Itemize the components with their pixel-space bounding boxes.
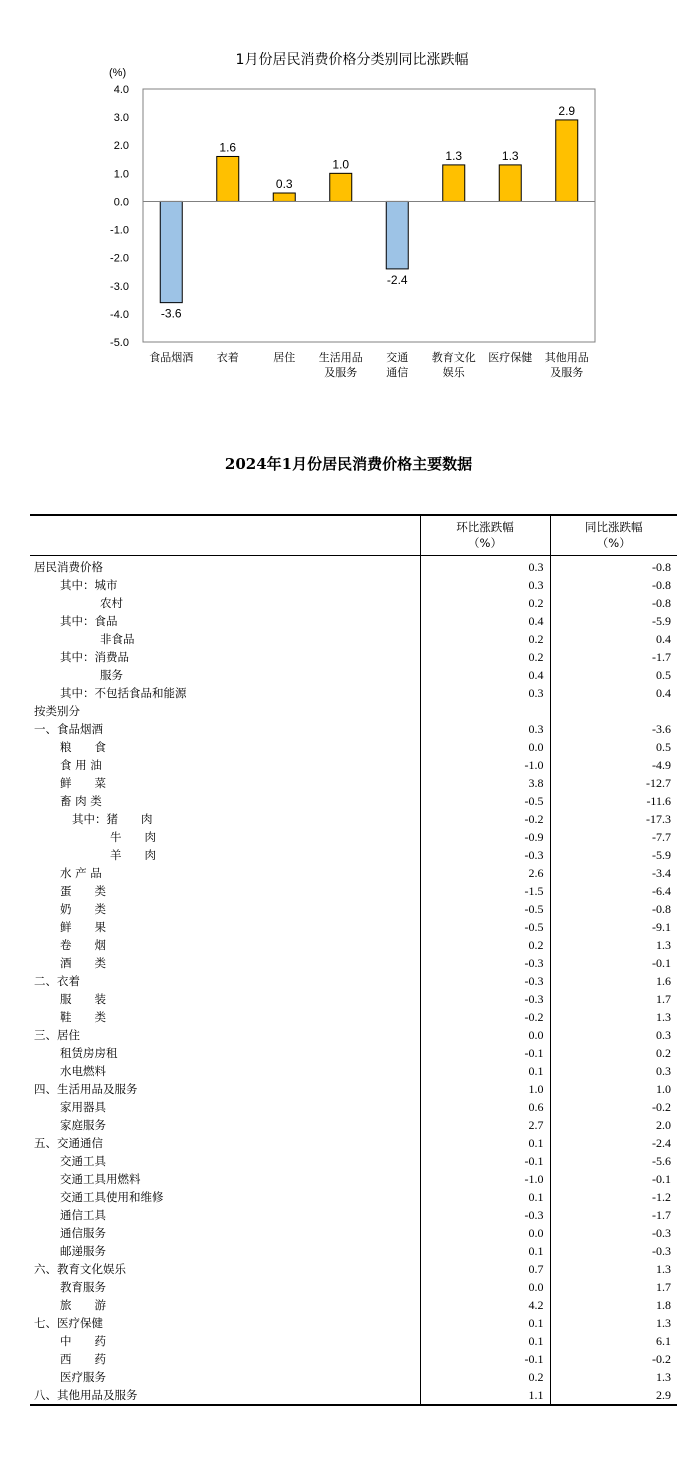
row-yoy-value: 6.1 [550,1332,677,1350]
header-mom-unit: （%） [468,536,502,550]
x-category-label: 居住 [273,351,296,364]
row-label: 水电燃料 [60,1064,106,1078]
row-label: 服 装 [60,992,106,1006]
row-label: 按类别分 [34,704,80,718]
table-row [30,774,677,792]
row-label: 其中：不包括食品和能源 [60,686,187,700]
row-yoy-value: -0.2 [550,1350,677,1368]
row-mom-value: 0.4 [420,612,550,630]
row-label: 一、食品烟酒 [34,722,103,736]
row-label: 家用器具 [60,1100,106,1114]
row-label: 其中：食品 [60,614,118,628]
row-mom-value: 0.1 [420,1242,550,1260]
x-category-label: 食品烟酒 [149,351,194,364]
row-mom-value: 0.3 [420,556,550,577]
table-row [30,1260,677,1278]
row-mom-value: 0.3 [420,684,550,702]
bar-value-label: -3.6 [160,306,182,321]
row-label: 交通工具 [60,1154,106,1168]
row-mom-value: -0.1 [420,1350,550,1368]
row-yoy-value: -0.1 [550,1170,677,1188]
y-tick-label: -3.0 [110,280,129,293]
row-mom-value: 0.1 [420,1188,550,1206]
bar-value-label: 1.3 [445,148,463,163]
row-yoy-value: 2.0 [550,1116,677,1134]
y-tick-label: 0.0 [113,196,129,209]
row-yoy-value: 1.7 [550,1278,677,1296]
table-row [30,1062,677,1080]
row-mom-value: 0.4 [420,666,550,684]
row-mom-value: 0.2 [420,594,550,612]
row-label: 六、教育文化娱乐 [34,1262,126,1276]
row-mom-value: 0.1 [420,1314,550,1332]
row-mom-value: -0.1 [420,1044,550,1062]
row-yoy-value: -11.6 [550,792,677,810]
table-body [30,556,677,1406]
table-row [30,720,677,738]
table-row [30,1278,677,1296]
row-yoy-value [550,702,677,720]
row-mom-value: 0.2 [420,936,550,954]
row-label: 鞋 类 [60,1010,106,1024]
header-yoy [550,515,677,556]
row-label: 鲜 菜 [60,776,106,790]
bar-value-label: 2.9 [558,103,576,118]
row-mom-value: 0.2 [420,630,550,648]
table-row [30,594,677,612]
table-row [30,1188,677,1206]
table-row [30,918,677,936]
row-label: 租赁房房租 [60,1046,118,1060]
chart-title: 1月份居民消费价格分类别同比涨跌幅 [235,52,469,68]
row-mom-value: -0.3 [420,846,550,864]
header-blank [30,515,420,556]
row-yoy-value: 1.0 [550,1080,677,1098]
y-tick-label: 4.0 [113,84,129,96]
table-row [30,1044,677,1062]
x-category-label: 及服务 [550,366,584,379]
table-row [30,1296,677,1314]
table-row [30,1350,677,1368]
row-yoy-value: -0.3 [550,1242,677,1260]
row-mom-value: 0.0 [420,1026,550,1044]
row-mom-value: -0.3 [420,954,550,972]
table-row [30,900,677,918]
table-row [30,936,677,954]
row-label: 五、交通通信 [34,1136,103,1150]
row-label: 中 药 [60,1334,106,1348]
bar-value-label: -2.4 [386,272,408,287]
row-yoy-value: -1.2 [550,1188,677,1206]
row-mom-value: 2.7 [420,1116,550,1134]
row-label: 旅 游 [60,1298,106,1312]
table-row [30,1152,677,1170]
row-mom-value: 0.3 [420,720,550,738]
row-mom-value: 0.2 [420,648,550,666]
bar-value-label: 0.3 [275,177,293,192]
row-label: 七、医疗保健 [34,1316,103,1330]
row-yoy-value: -4.9 [550,756,677,774]
table-row [30,1080,677,1098]
row-yoy-value: -0.8 [550,594,677,612]
row-label: 居民消费价格 [34,560,103,574]
table-row [30,1332,677,1350]
x-category-label: 娱乐 [442,366,465,379]
row-yoy-value: 0.4 [550,630,677,648]
row-mom-value: 0.2 [420,1368,550,1386]
table-row [30,1314,677,1332]
table-row [30,1134,677,1152]
row-yoy-value: 1.3 [550,1008,677,1026]
row-yoy-value: -5.9 [550,846,677,864]
table-row [30,1206,677,1224]
row-mom-value: 0.1 [420,1134,550,1152]
plot-area-border [143,89,595,342]
row-yoy-value: 1.3 [550,1314,677,1332]
row-yoy-value: -7.7 [550,828,677,846]
row-label: 其中：消费品 [60,650,129,664]
table-row [30,756,677,774]
table-row [30,684,677,702]
row-yoy-value: 1.3 [550,1368,677,1386]
table-row [30,990,677,1008]
row-yoy-value: -5.9 [550,612,677,630]
row-mom-value: 0.6 [420,1098,550,1116]
row-yoy-value: 1.3 [550,936,677,954]
x-category-label: 衣着 [216,351,239,364]
row-label: 畜 肉 类 [60,794,102,808]
row-label: 酒 类 [60,956,106,970]
row-label: 西 药 [60,1352,106,1366]
row-label: 其中：猪 肉 [72,812,153,826]
table-row [30,954,677,972]
row-mom-value: 3.8 [420,774,550,792]
row-label: 家庭服务 [60,1118,106,1132]
row-yoy-value: -3.6 [550,720,677,738]
bar [217,156,239,201]
y-tick-label: -4.0 [110,308,129,321]
table-row [30,1008,677,1026]
bar-chart [0,0,697,420]
row-label: 交通工具使用和维修 [60,1190,164,1204]
row-label: 邮递服务 [60,1244,106,1258]
bar [386,201,408,268]
bar [556,120,578,202]
row-label: 水 产 品 [60,866,102,880]
table-row [30,556,677,577]
table-row [30,1224,677,1242]
bar-value-label: 1.3 [501,148,519,163]
row-label: 其中：城市 [60,578,118,592]
table-row [30,612,677,630]
row-mom-value [420,702,550,720]
row-mom-value: -0.5 [420,900,550,918]
row-mom-value: 4.2 [420,1296,550,1314]
row-yoy-value: -17.3 [550,810,677,828]
table-row [30,1026,677,1044]
y-tick-label: 1.0 [113,168,129,181]
row-mom-value: -0.3 [420,1206,550,1224]
row-yoy-value: 1.3 [550,1260,677,1278]
bar [499,165,521,202]
row-mom-value: -1.5 [420,882,550,900]
row-label: 农村 [100,596,123,610]
header-yoy-label: 同比涨跌幅 [585,520,643,534]
table-row [30,738,677,756]
row-yoy-value: 0.3 [550,1026,677,1044]
row-mom-value: -0.9 [420,828,550,846]
x-category-label: 交通 [386,351,409,364]
table-row [30,702,677,720]
bar [273,193,295,201]
row-label: 医疗服务 [60,1370,106,1384]
row-yoy-value: -5.6 [550,1152,677,1170]
row-label: 四、生活用品及服务 [34,1082,138,1096]
table-row [30,972,677,990]
row-yoy-value: -1.7 [550,648,677,666]
table-row [30,882,677,900]
y-tick-label: 2.0 [113,140,129,153]
row-yoy-value: -1.7 [550,1206,677,1224]
header-mom [420,515,550,556]
row-label: 交通工具用燃料 [60,1172,141,1186]
row-yoy-value: 0.4 [550,684,677,702]
row-label: 牛 肉 [110,830,156,844]
row-yoy-value: 0.5 [550,738,677,756]
table-row [30,864,677,882]
table-title: 2024年1月份居民消费价格主要数据 [224,455,473,473]
table-row [30,1242,677,1260]
row-yoy-value: -0.8 [550,556,677,577]
table-row [30,828,677,846]
row-mom-value: -0.1 [420,1152,550,1170]
row-mom-value: -0.3 [420,972,550,990]
row-label: 二、衣着 [34,974,80,988]
row-yoy-value: 0.3 [550,1062,677,1080]
row-mom-value: 0.0 [420,738,550,756]
x-category-label: 生活用品 [318,351,363,364]
bar-value-label: 1.0 [332,157,350,172]
bar [443,165,465,202]
x-category-label: 及服务 [324,366,358,379]
x-category-label: 教育文化 [431,351,476,364]
table-row [30,576,677,594]
row-mom-value: 0.7 [420,1260,550,1278]
bar [330,173,352,201]
row-label: 羊 肉 [110,848,156,862]
row-label: 非食品 [100,632,135,646]
header-mom-label: 环比涨跌幅 [456,520,514,534]
y-tick-label: -2.0 [110,252,129,265]
table-row [30,846,677,864]
table-row [30,792,677,810]
row-yoy-value: -0.2 [550,1098,677,1116]
row-yoy-value: 1.6 [550,972,677,990]
table-row [30,666,677,684]
row-label: 食 用 油 [60,758,102,772]
table-row [30,1368,677,1386]
row-mom-value: -0.2 [420,1008,550,1026]
row-yoy-value: -3.4 [550,864,677,882]
bar-value-label: 1.6 [219,140,237,155]
row-label: 教育服务 [60,1280,106,1294]
row-mom-value: -1.0 [420,756,550,774]
row-mom-value: 0.3 [420,576,550,594]
x-category-label: 通信 [386,366,409,379]
row-mom-value: -0.5 [420,918,550,936]
table-row [30,1116,677,1134]
row-yoy-value: 0.5 [550,666,677,684]
row-label: 通信服务 [60,1226,106,1240]
row-mom-value: 0.0 [420,1224,550,1242]
row-label: 蛋 类 [60,884,106,898]
table-row [30,648,677,666]
row-mom-value: -0.2 [420,810,550,828]
row-mom-value: 2.6 [420,864,550,882]
table-header-row [30,515,677,556]
row-mom-value: 0.1 [420,1332,550,1350]
row-yoy-value: -0.3 [550,1224,677,1242]
row-yoy-value: 2.9 [550,1386,677,1405]
row-label: 三、居住 [34,1028,80,1042]
row-yoy-value: 1.8 [550,1296,677,1314]
row-yoy-value: -0.8 [550,900,677,918]
row-label: 鲜 果 [60,920,106,934]
row-yoy-value: -6.4 [550,882,677,900]
row-label: 通信工具 [60,1208,106,1222]
y-tick-label: 3.0 [113,112,129,125]
table-row [30,1170,677,1188]
table-row [30,1098,677,1116]
y-tick-label: -5.0 [110,337,129,349]
row-label: 奶 类 [60,902,106,916]
row-yoy-value: 1.7 [550,990,677,1008]
row-mom-value: -0.3 [420,990,550,1008]
row-mom-value: -0.5 [420,792,550,810]
x-category-label: 医疗保健 [488,351,533,364]
row-yoy-value: -0.1 [550,954,677,972]
bar [160,201,182,302]
row-label: 八、其他用品及服务 [30,1386,420,1405]
row-yoy-value: -12.7 [550,774,677,792]
row-mom-value: 1.0 [420,1080,550,1098]
header-yoy-unit: （%） [596,536,631,550]
row-mom-value: -1.0 [420,1170,550,1188]
row-mom-value: 0.1 [420,1062,550,1080]
y-axis-unit-label: (%) [109,67,127,79]
row-yoy-value: -2.4 [550,1134,677,1152]
table-row [30,1386,677,1405]
table-row [30,810,677,828]
y-tick-label: -1.0 [110,224,129,237]
row-yoy-value: -0.8 [550,576,677,594]
row-label: 服务 [100,668,123,682]
row-yoy-value: 0.2 [550,1044,677,1062]
bar-chart-svg [0,0,697,420]
row-yoy-value: -9.1 [550,918,677,936]
cpi-data-table [30,514,677,1406]
x-category-label: 其他用品 [544,351,589,364]
row-label: 卷 烟 [60,938,106,952]
row-mom-value: 1.1 [420,1386,550,1405]
table-row [30,630,677,648]
row-label: 粮 食 [60,740,106,754]
row-mom-value: 0.0 [420,1278,550,1296]
